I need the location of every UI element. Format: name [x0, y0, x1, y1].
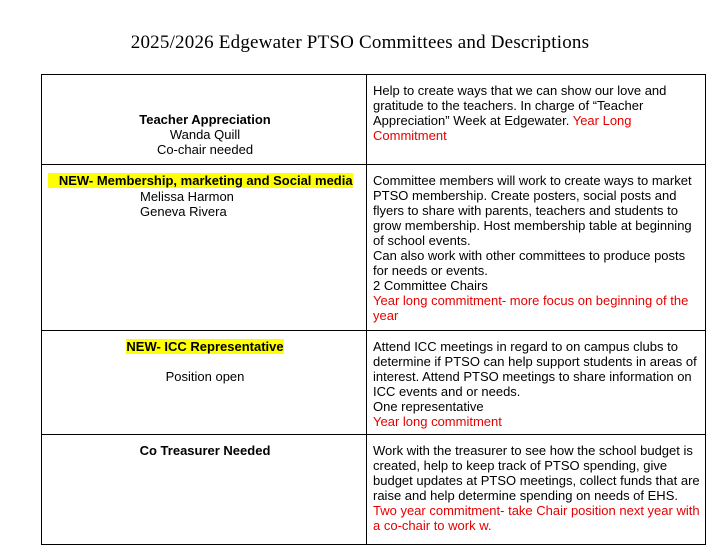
commitment-text: Year long commitment: [373, 414, 502, 429]
committee-cell: [42, 75, 367, 165]
committee-cell: [42, 165, 367, 331]
committee-cell: [42, 331, 367, 435]
committee-member: Melissa Harmon: [140, 189, 234, 204]
commitment-text: Year long commitment- more focus on beginning of the year: [373, 293, 689, 323]
commitment-text: Year Long Commitment: [373, 113, 632, 143]
description-cell: [367, 435, 706, 545]
committee-description: Committee members will work to create ways to market PTSO membership. Create posters, social posts and flyers to share with parents, teachers and students to grow membership. Host membership table at beginning of school events.: [373, 173, 692, 248]
committee-member: Geneva Rivera: [140, 204, 227, 219]
committee-description: Attend ICC meetings in regard to on campus clubs to determine if PTSO can help support students in areas of interest. Attend PTSO meetings to share information on ICC events and or needs.: [373, 339, 697, 399]
description-cell: [367, 165, 706, 331]
committee-extra: 2 Committee Chairs: [373, 278, 488, 293]
committee-member: Position open: [165, 369, 245, 384]
committee-extra: One representative: [373, 399, 484, 414]
table-row: [42, 435, 706, 545]
committee-member: Wanda Quill: [169, 127, 241, 142]
description-cell: [367, 331, 706, 435]
committee-description: Work with the treasurer to see how the school budget is created, help to keep track of PTSO spending, give budget updates at PTSO meetings, collect funds that are raise and help determine spending on needs of EHS.: [373, 443, 700, 503]
committee-name: NEW- Membership, marketing and Social media: [48, 173, 353, 188]
table-row: [42, 75, 706, 165]
committee-name: NEW- ICC Representative: [126, 339, 284, 354]
page-title: 2025/2026 Edgewater PTSO Committees and Descriptions: [130, 32, 590, 53]
table-row: [42, 331, 706, 435]
committee-cell: [42, 435, 367, 545]
committee-name: Co Treasurer Needed: [139, 443, 271, 458]
commitment-text: Two year commitment- take Chair position next year with a co-chair to work w.: [373, 503, 700, 533]
committees-table: [41, 74, 706, 545]
committee-name: Teacher Appreciation: [139, 112, 271, 127]
table-row: [42, 165, 706, 331]
committee-extra: Can also work with other committees to produce posts for needs or events.: [373, 248, 686, 278]
committee-member: Co-chair needed: [156, 142, 254, 157]
description-cell: [367, 75, 706, 165]
committee-description: Help to create ways that we can show our love and gratitude to the teachers. In charge of “Teacher Appreciation” Week at Edgewater.: [373, 83, 667, 128]
